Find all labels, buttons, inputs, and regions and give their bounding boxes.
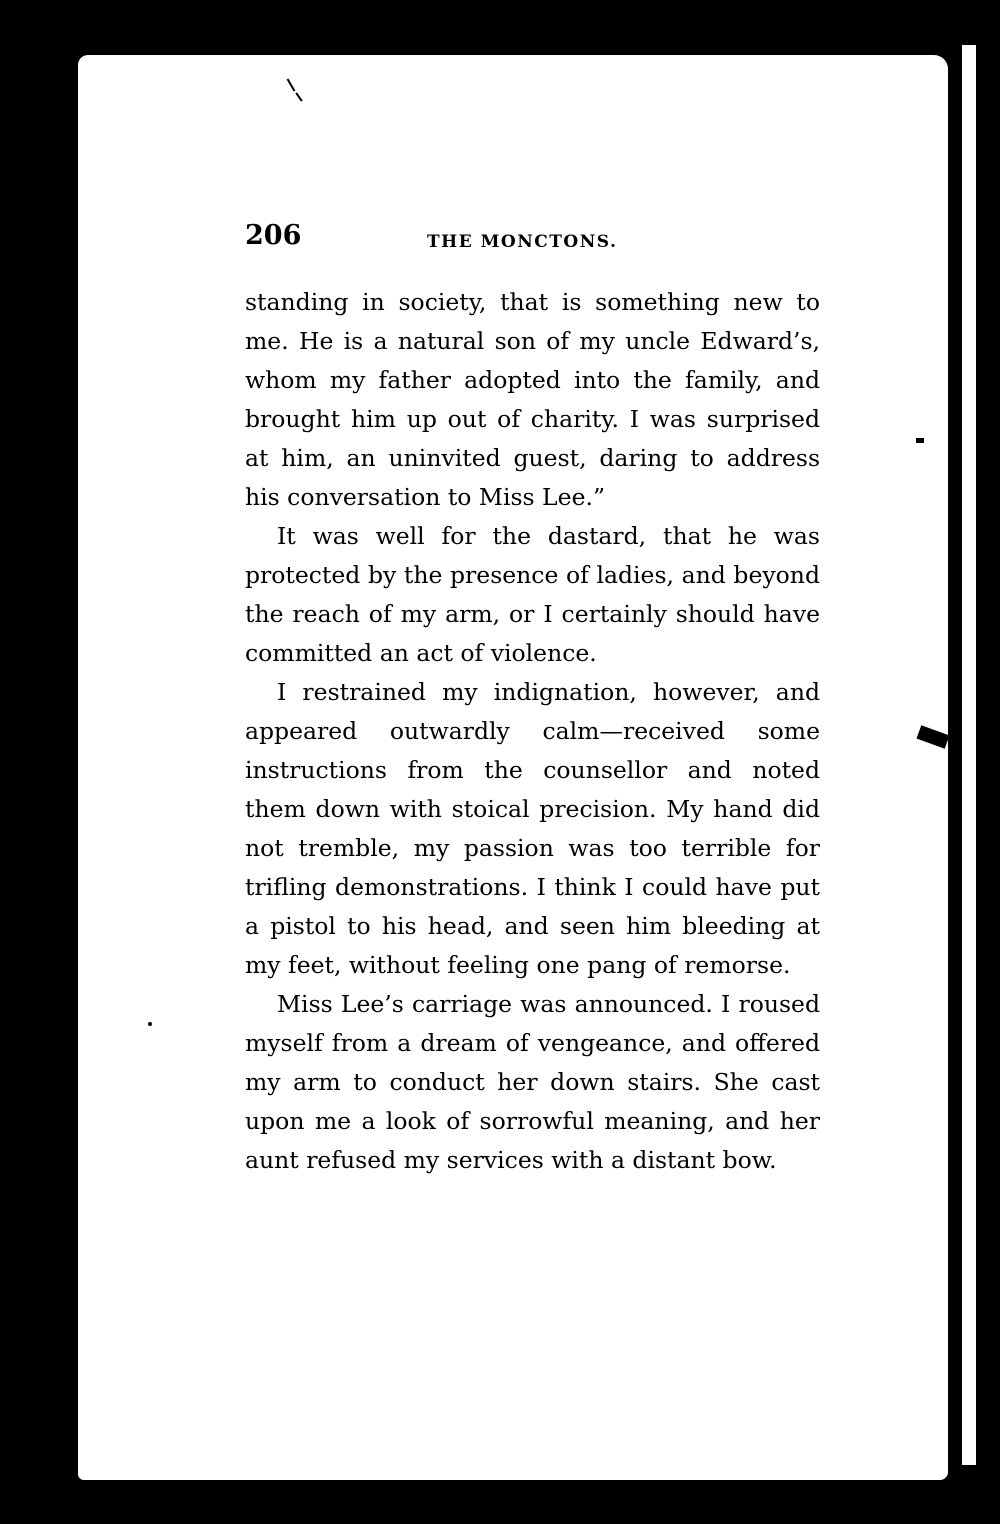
paragraph: I restrained my indignation, however, and appeared outwardly calm—received some instructions from the counsellor and noted them down with stoical precision. My hand did not tremble, my passion was too terrible for trifling demonstrations. I think I could have put a pistol to his head, and seen him bleeding at my feet, without feeling one pang of remorse. (245, 678, 820, 979)
page-number: 206 (245, 220, 302, 251)
paragraph: Miss Lee’s carriage was announced. I roused myself from a dream of vengeance, and offered my arm to conduct her down stairs. She cast upon me a look of sorrowful meaning, and her aunt refused my services with a distant bow. (245, 990, 820, 1174)
body-text (245, 283, 820, 1180)
adjacent-page-edge (962, 45, 976, 1465)
page-header (245, 220, 820, 260)
running-head: THE MONCTONS. (427, 232, 618, 252)
paragraph: standing in society, that is something new to me. He is a natural son of my uncle Edward’s, whom my father adopted into the family, and brought him up out of charity. I was surprised at him, an uninvited guest, daring to address his conversation to Miss Lee.” (245, 288, 820, 511)
ink-speck (916, 438, 924, 443)
ink-speck (148, 1022, 152, 1026)
paragraph: It was well for the dastard, that he was protected by the presence of ladies, and beyond the reach of my arm, or I certainly should have committed an act of violence. (245, 522, 820, 667)
